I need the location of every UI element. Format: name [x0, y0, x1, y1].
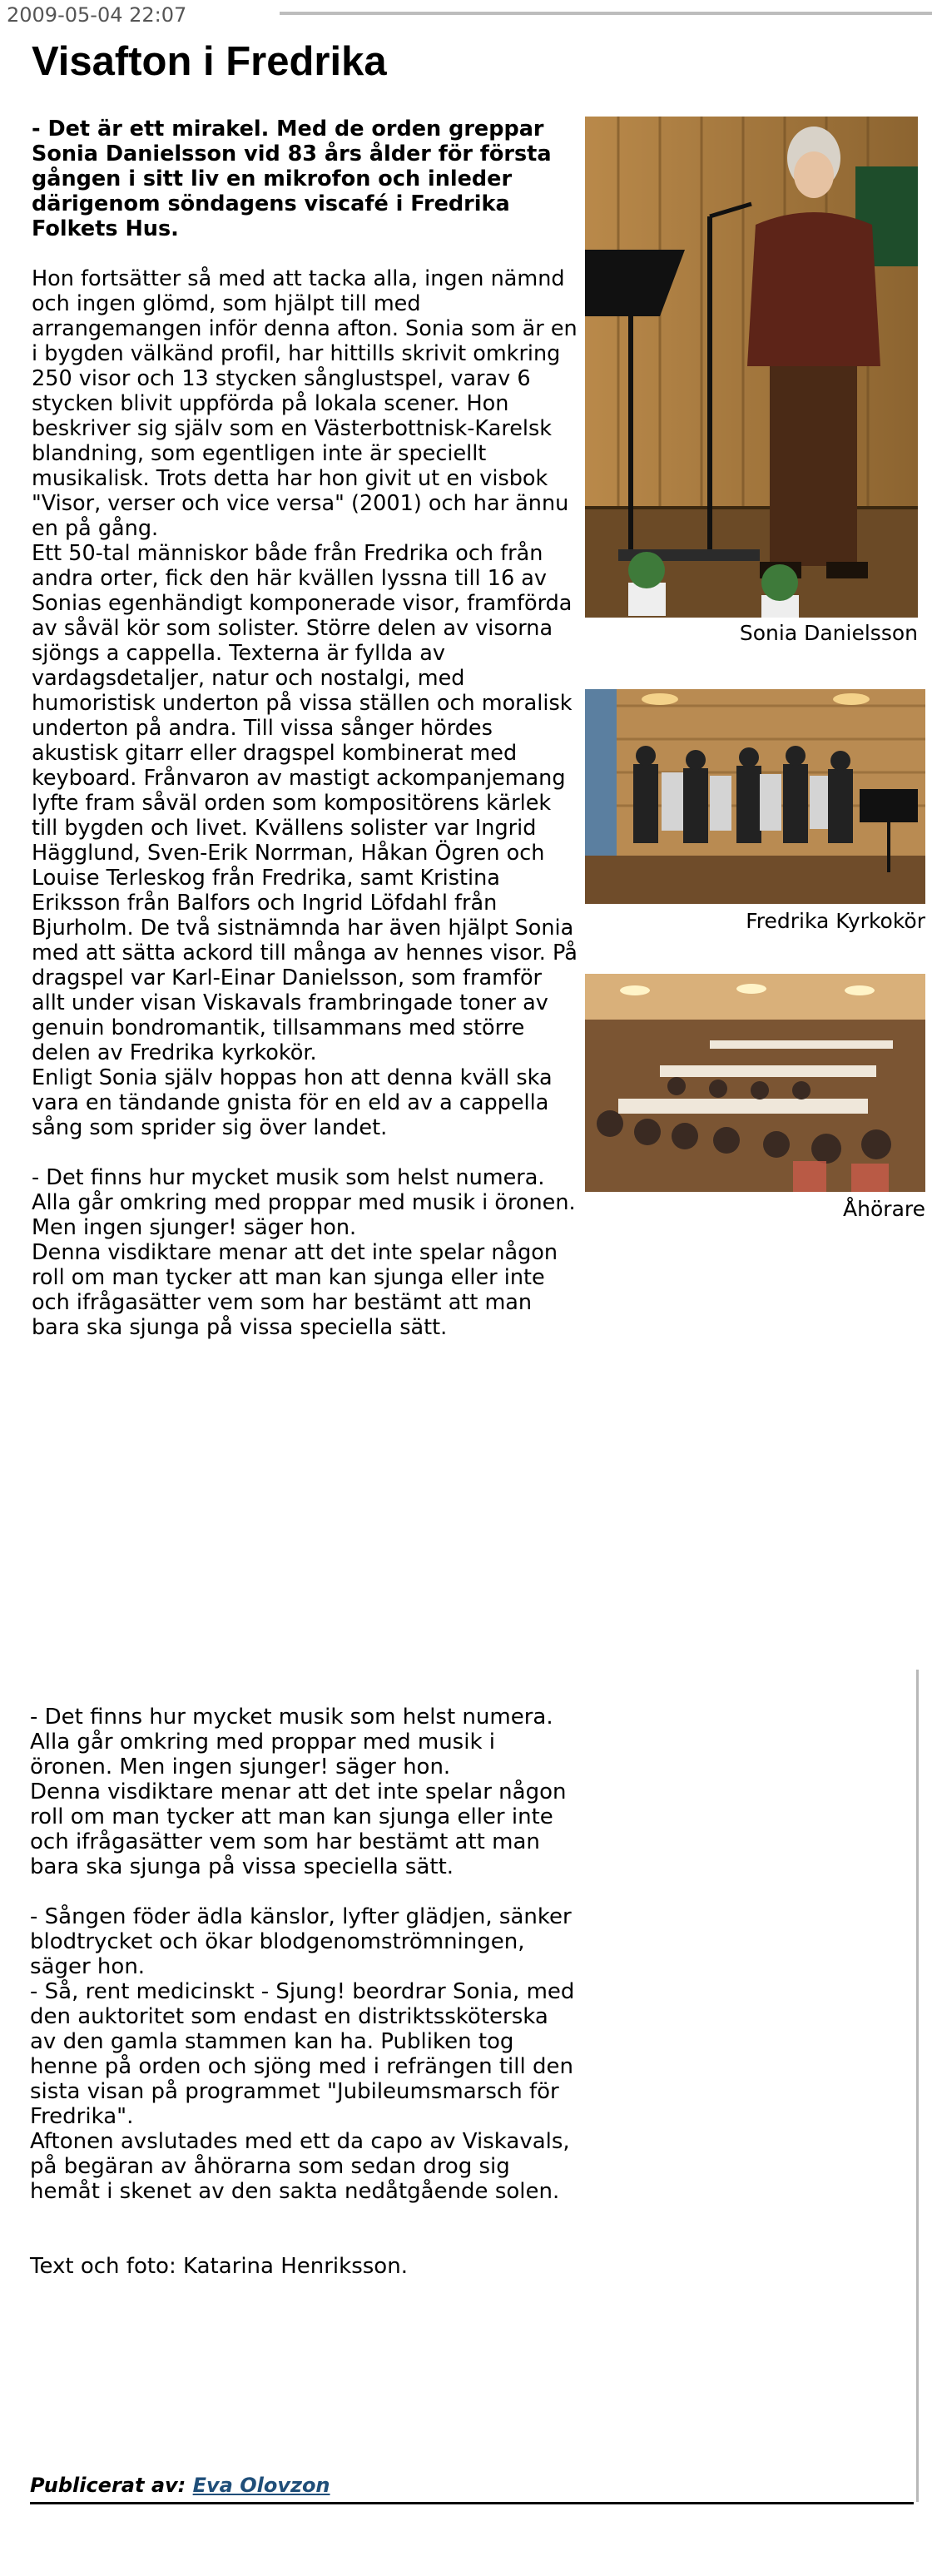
article-paragraph: Denna visdiktare menar att det inte spelar någon roll om man tycker att man kan sjunga eller inte och ifrågasätter vem som har bestämt att man bara ska sjunga på vissa speciella sätt. [32, 1240, 558, 1340]
photo-fredrika-kyrkokor [585, 689, 925, 904]
photo-caption: Fredrika Kyrkokör [746, 909, 925, 933]
article-paragraph: Ett 50-tal människor både från Fredrika och från andra orter, fick den här kvällen lyssna till 16 av Sonias egenhändigt komponerade visor, framförda av såväl kör som solister. Större delen av visorna sjöngs a cappella. Texterna är fyllda av vardagsdetaljer, natur och nostalgi, med humoristisk underton på vissa ställen och moralisk underton på andra. Till vissa sånger hördes akustisk gitarr eller dragspel kombinerat med keyboard. Frånvaron av mastigt ackompanjemang lyfte fram såväl orden som kompositörens kärlek till bygden och livet. Kvällens solister var Ingrid Hägglund, Sven-Erik Norrman, Håkan Ögren och Louise Terleskog från Fredrika, samt Kristina Eriksson från Balfors och Ingrid Löfdahl från Bjurholm. De två sistnämnda har även hjälpt Sonia med att sätta ackord till många av hennes visor. På dragspel var Karl-Einar Danielsson, som framför allt under visan Viskavals frambringade toner av genuin bondromantik, tillsammans med större delen av Fredrika kyrkokör. [32, 541, 578, 1065]
article-title: Visafton i Fredrika [32, 39, 387, 84]
photo-ahorare [585, 974, 925, 1192]
footer-rule [30, 2502, 914, 2504]
publish-date: 2009-05-04 22:07 [7, 3, 187, 27]
published-label: Publicerat av: [30, 2474, 186, 2497]
lower-section [30, 1705, 904, 2279]
photo-audience-image [585, 974, 925, 1192]
article-column [32, 117, 578, 1340]
author-link[interactable]: Eva Olovzon [192, 2474, 330, 2497]
section-divider-vertical [916, 1670, 919, 2502]
published-by-line [30, 2474, 330, 2497]
lower-paragraph: - Så, rent medicinskt - Sjung! beordrar Sonia, med den auktoritet som endast en distriktssköterska av den gamla stammen kan ha. Publiken tog henne på orden och sjöng med i refrängen till den sista visan på programmet "Jubileumsmarsch för Fredrika". [30, 1979, 575, 2129]
date-bar [0, 0, 932, 27]
photo-sonia-danielsson [585, 117, 918, 618]
lower-paragraph: Denna visdiktare menar att det inte spelar någon roll om man tycker att man kan sjunga eller inte och ifrågasätter vem som har bestämt att man bara ska sjunga på vissa speciella sätt. [30, 1779, 567, 1879]
lower-paragraph: Aftonen avslutades med ett da capo av Viskavals, på begäran av åhörarna som sedan drog sig hemåt i skenet av den sakta nedåtgående solen. [30, 2129, 570, 2204]
header-rule [280, 12, 932, 15]
lower-paragraph: - Sången föder ädla känslor, lyfter glädjen, sänker blodtrycket och ökar blodgenomströmningen, säger hon. [30, 1904, 572, 1979]
photo-sonia-image [585, 117, 918, 618]
article-paragraph: Hon fortsätter så med att tacka alla, ingen nämnd och ingen glömd, som hjälpt till med arrangemangen inför denna afton. Sonia som är en i bygden välkänd profil, har hittills skrivit omkring 250 visor och 13 stycken sånglustspel, varav 6 stycken blivit uppförda på lokala scener. Hon beskriver sig själv som en Västerbottnisk-Karelsk blandning, som egentligen inte är speciellt musikalisk. Trots detta har hon givit ut en visbok "Visor, verser och vice versa" (2001) och har ännu en på gång. [32, 266, 578, 541]
photo-caption: Åhörare [843, 1197, 925, 1221]
article-credit: Text och foto: Katarina Henriksson. [30, 2254, 408, 2279]
article-paragraph: Enligt Sonia själv hoppas hon att denna kväll ska vara en tändande gnista för en eld av a cappella sång som sprider sig över landet. [32, 1065, 553, 1140]
article-lead: - Det är ett mirakel. Med de orden greppar Sonia Danielsson vid 83 års ålder för första gången i sitt liv en mikrofon och inleder därigenom söndagens viscafé i Fredrika Folkets Hus. [32, 117, 552, 241]
photo-choir-image [585, 689, 925, 904]
photo-caption: Sonia Danielsson [739, 621, 918, 645]
lower-paragraph: - Det finns hur mycket musik som helst numera. Alla går omkring med proppar med musik i öronen. Men ingen sjunger! säger hon. [30, 1705, 553, 1779]
article-paragraph: - Det finns hur mycket musik som helst numera. Alla går omkring med proppar med musik i öronen. Men ingen sjunger! säger hon. [32, 1165, 576, 1240]
